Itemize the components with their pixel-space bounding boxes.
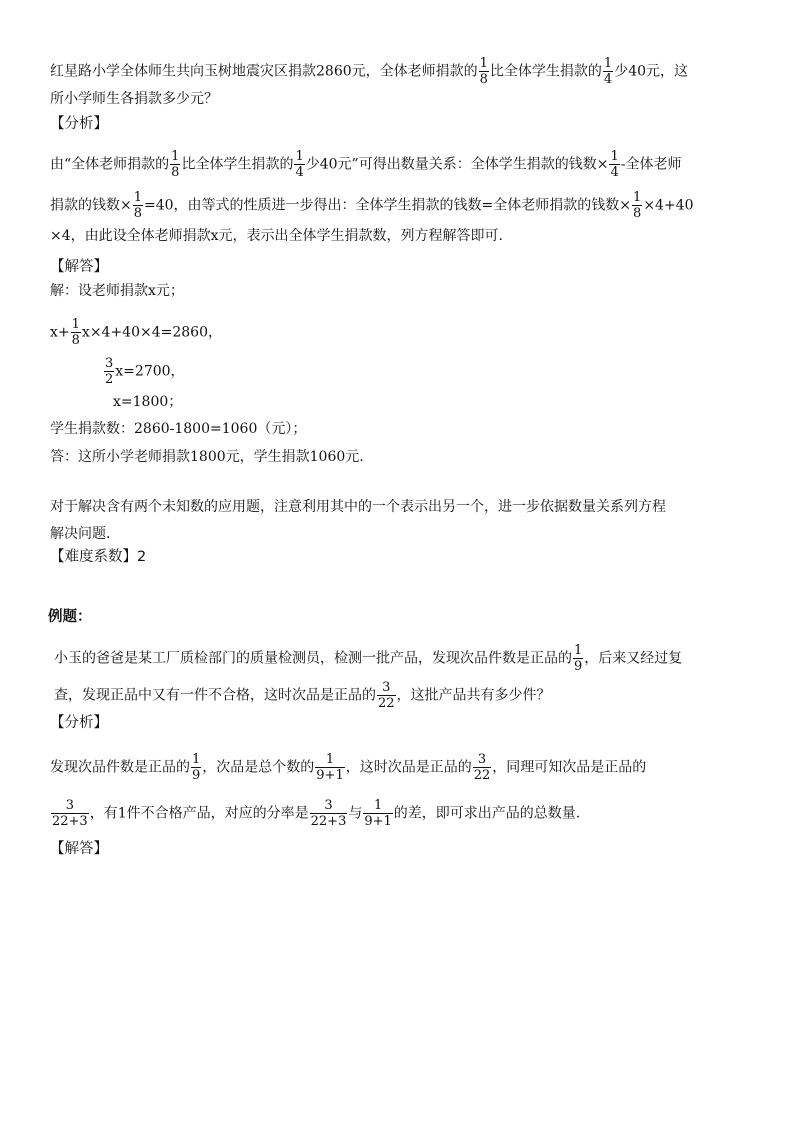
analysis-line1	[50, 149, 681, 180]
comment-line1: 对于解决含有两个未知数的应用题，注意利用其中的一个表示出另一个，进一步依据数量关系列方程	[50, 499, 666, 515]
question-text: 红星路小学全体师生共向玉树地震灾区捐款2860元，全体老师捐款的	[50, 63, 478, 80]
fraction-numerator: 1	[373, 798, 383, 813]
problem2-question-line2	[54, 680, 551, 711]
fraction	[315, 752, 344, 783]
fraction	[294, 149, 304, 180]
problem2-analysis-line1	[50, 752, 646, 783]
fraction-numerator: 1	[133, 190, 143, 205]
fraction-denominator: 8	[171, 165, 180, 180]
fraction-numerator: 3	[105, 356, 114, 371]
fraction-denominator: 22	[378, 696, 395, 711]
fraction	[191, 752, 201, 783]
difficulty-label: 【难度系数】2	[50, 549, 147, 565]
analysis-text: ，这时次品是正品的	[345, 759, 472, 776]
solution-step5: 学生捐款数：2860-1800=1060（元）；	[50, 421, 307, 437]
analysis-text: =40，由等式的性质进一步得出：全体学生捐款的钱数=全体老师捐款的钱数×	[144, 197, 632, 214]
fraction-numerator: 1	[479, 56, 488, 71]
analysis-text: 少40元”可得出数量关系：全体学生捐款的钱数×	[305, 156, 609, 173]
analysis-heading: 【分析】	[50, 116, 108, 132]
question-text: 查，发现正品中又有一件不合格，这时次品是正品的	[54, 687, 376, 704]
fraction-denominator: 4	[603, 72, 613, 87]
fraction-numerator: 3	[65, 798, 74, 813]
fraction-numerator: 3	[382, 680, 391, 695]
fraction	[603, 56, 613, 87]
fraction-denominator: 4	[295, 165, 304, 180]
analysis-text: -全体老师	[620, 156, 682, 173]
fraction-denominator: 9+1	[316, 768, 344, 783]
solution-heading-2: 【解答】	[50, 841, 108, 857]
fraction-numerator: 1	[192, 752, 201, 767]
fraction-numerator: 1	[295, 149, 304, 164]
analysis-text: 发现次品件数是正品的	[50, 759, 190, 776]
problem1-question-line2: 所小学师生各捐款多少元？	[50, 91, 218, 107]
fraction	[473, 752, 492, 783]
problem2-analysis-line2	[50, 798, 580, 829]
solution-step3	[103, 356, 185, 387]
analysis-line2	[50, 190, 694, 221]
question-text: ，后来又经过复	[584, 650, 683, 667]
solution-step2	[50, 317, 222, 348]
analysis-text: ，同理可知次品是正品的	[492, 759, 647, 776]
solution-text: x=2700，	[115, 363, 185, 380]
analysis-text: 由“全体老师捐款的	[50, 156, 170, 173]
fraction	[71, 317, 81, 348]
fraction-numerator: 1	[71, 317, 80, 332]
example-heading: 例题：	[48, 609, 92, 625]
fraction-numerator: 1	[610, 149, 619, 164]
question-text: 少40元，这	[614, 63, 689, 80]
fraction	[363, 798, 392, 829]
fraction-numerator: 1	[633, 190, 642, 205]
analysis-text: 的差，即可求出产品的总数量.	[393, 805, 581, 822]
analysis-heading-2: 【分析】	[50, 715, 108, 731]
solution-text: x+	[50, 324, 70, 341]
analysis-text: ×4+40	[643, 197, 694, 214]
question-text: 小玉的爸爸是某工厂质检部门的质量检测员，检测一批产品，发现次品件数是正品的	[54, 650, 572, 667]
solution-step1: 解：设老师捐款x元；	[50, 283, 184, 299]
fraction-denominator: 8	[133, 206, 143, 221]
fraction	[133, 190, 143, 221]
analysis-line3: ×4，由此设全体老师捐款x元，表示出全体学生捐款数，列方程解答即可.	[50, 228, 503, 244]
fraction-denominator: 4	[610, 165, 619, 180]
solution-answer: 答：这所小学老师捐款1800元，学生捐款1060元.	[50, 449, 364, 465]
analysis-text: ，有1件不合格产品，对应的分率是	[89, 805, 309, 822]
fraction	[51, 798, 89, 829]
analysis-text: 与	[348, 805, 363, 822]
solution-heading: 【解答】	[50, 259, 108, 275]
analysis-text: ，次品是总个数的	[202, 759, 315, 776]
fraction-numerator: 1	[603, 56, 613, 71]
comment-line2: 解决问题.	[50, 526, 111, 542]
fraction-numerator: 3	[477, 752, 487, 767]
fraction	[377, 680, 396, 711]
fraction-denominator: 8	[479, 72, 488, 87]
fraction-denominator: 2	[105, 372, 114, 387]
fraction-numerator: 3	[324, 798, 333, 813]
fraction-denominator: 22+3	[310, 814, 347, 829]
fraction	[104, 356, 114, 387]
fraction-denominator: 22	[473, 768, 491, 783]
analysis-text: 比全体学生捐款的	[181, 156, 294, 173]
fraction	[310, 798, 348, 829]
fraction-denominator: 8	[633, 206, 642, 221]
fraction	[573, 643, 583, 674]
fraction-numerator: 1	[574, 643, 583, 658]
analysis-text: 捐款的钱数×	[50, 197, 132, 214]
problem1-question-line1	[50, 56, 688, 87]
fraction-denominator: 9	[574, 659, 583, 674]
question-text: 比全体学生捐款的	[489, 63, 602, 80]
fraction	[479, 56, 489, 87]
fraction-denominator: 22+3	[52, 814, 88, 829]
fraction-numerator: 1	[171, 149, 180, 164]
fraction-denominator: 9	[192, 768, 201, 783]
fraction	[632, 190, 642, 221]
solution-text: x×4+40×4=2860，	[81, 324, 222, 341]
fraction	[170, 149, 180, 180]
fraction-denominator: 9+1	[364, 814, 392, 829]
solution-step4: x=1800；	[113, 394, 183, 410]
fraction-numerator: 1	[325, 752, 335, 767]
problem2-question-line1	[54, 643, 682, 674]
question-text: ，这批产品共有多少件？	[396, 687, 551, 704]
fraction-denominator: 8	[71, 333, 80, 348]
fraction	[609, 149, 619, 180]
